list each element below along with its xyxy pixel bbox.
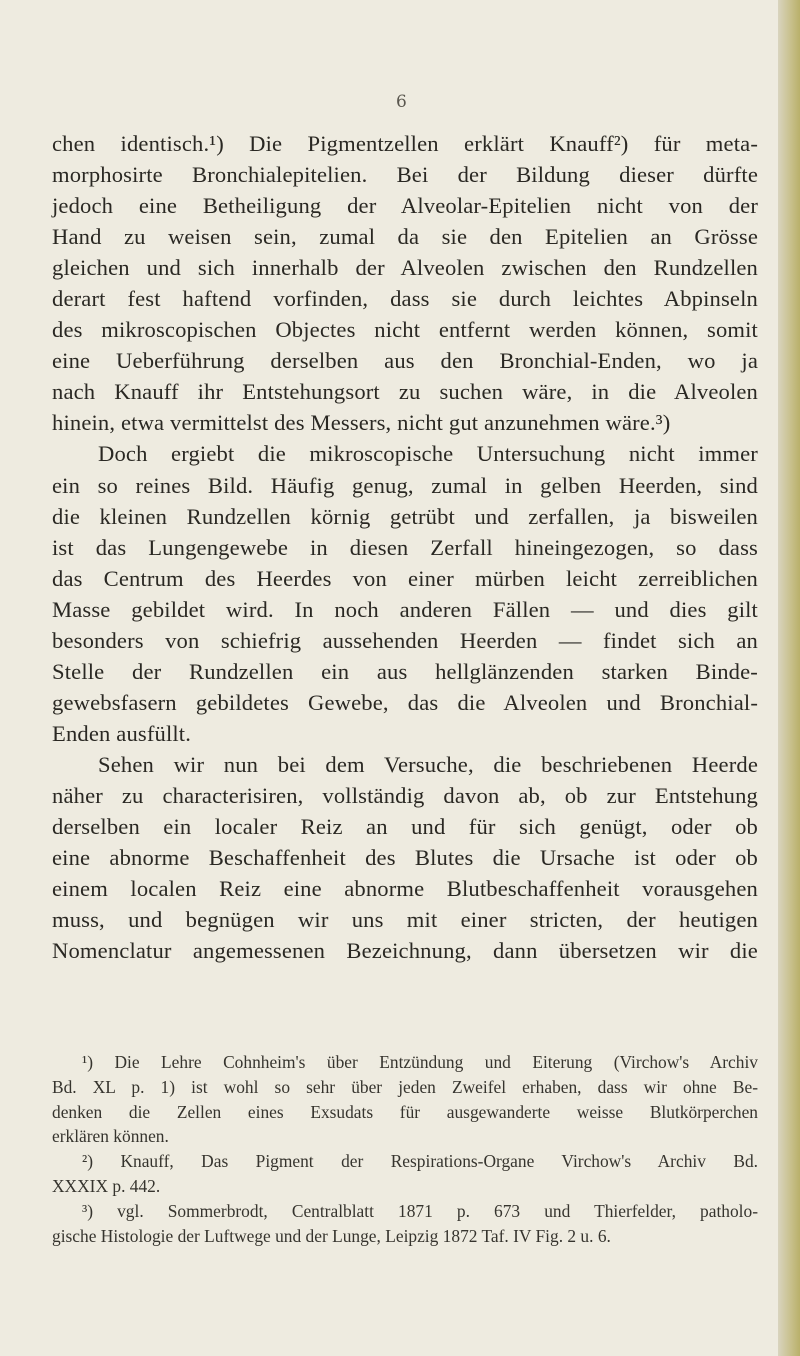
text-line: das Centrum des Heerdes von einer mürben leicht zerreiblichen xyxy=(52,565,758,591)
footnotes xyxy=(52,1050,758,1248)
text-line: gewebsfasern gebildetes Gewebe, das die Alveolen und Bronchial- xyxy=(52,689,758,715)
text-line: morphosirte Bronchialepitelien. Bei der Bildung dieser dürfte xyxy=(52,162,758,188)
text-line: die kleinen Rundzellen körnig getrübt und zerfallen, ja bisweilen xyxy=(52,503,758,529)
text-line: Hand zu weisen sein, zumal da sie den Epitelien an Grösse xyxy=(52,224,758,250)
footnote-line: denken die Zellen eines Exsudats für ausgewanderte weisse Blutkörperchen xyxy=(52,1101,758,1122)
text-line: ein so reines Bild. Häufig genug, zumal in gelben Heerden, sind xyxy=(52,472,758,498)
footnote-line: ²) Knauff, Das Pigment der Respirations-Organe Virchow's Archiv Bd. xyxy=(82,1151,758,1172)
text-line: nach Knauff ihr Entstehungsort zu suchen wäre, in die Alveolen xyxy=(52,379,758,405)
footnote-line: XXXIX p. 442. xyxy=(52,1175,161,1196)
text-line: hinein, etwa vermittelst des Messers, nicht gut anzunehmen wäre.³) xyxy=(52,410,671,436)
main-text xyxy=(52,128,758,966)
text-line: eine Ueberführung derselben aus den Bronchial-Enden, wo ja xyxy=(52,348,758,374)
text-line: Doch ergiebt die mikroscopische Untersuchung nicht immer xyxy=(98,441,758,467)
text-line: eine abnorme Beschaffenheit des Blutes die Ursache ist oder ob xyxy=(52,845,758,871)
text-line: Enden ausfüllt. xyxy=(52,720,192,746)
text-line: muss, und begnügen wir uns mit einer stricten, der heutigen xyxy=(52,907,758,933)
text-line: einem localen Reiz eine abnorme Blutbeschaffenheit vorausgehen xyxy=(52,876,758,902)
text-line: besonders von schiefrig aussehenden Heerden — findet sich an xyxy=(52,627,758,653)
text-line: Sehen wir nun bei dem Versuche, die beschriebenen Heerde xyxy=(98,751,758,777)
text-line: chen identisch.¹) Die Pigmentzellen erklärt Knauff²) für meta- xyxy=(52,131,758,156)
footnote-line: gische Histologie der Luftwege und der Lunge, Leipzig 1872 Taf. IV Fig. 2 u. 6. xyxy=(52,1225,611,1246)
footnote-line: ³) vgl. Sommerbrodt, Centralblatt 1871 p. 673 und Thierfelder, patholo- xyxy=(82,1200,758,1221)
footnote-line: ¹) Die Lehre Cohnheim's über Entzündung und Eiterung (Virchow's Archiv xyxy=(82,1052,758,1072)
text-line: Stelle der Rundzellen ein aus hellglänzenden starken Binde- xyxy=(52,658,758,684)
text-line: näher zu characterisiren, vollständig davon ab, ob zur Entstehung xyxy=(52,782,758,808)
text-line: Masse gebildet wird. In noch anderen Fällen — und dies gilt xyxy=(52,596,758,622)
text-line: gleichen und sich innerhalb der Alveolen zwischen den Rundzellen xyxy=(52,255,758,281)
text-line: derselben ein localer Reiz an und für sich genügt, oder ob xyxy=(52,814,758,840)
footnote-line: erklären können. xyxy=(52,1126,169,1147)
text-line: jedoch eine Betheiligung der Alveolar-Epitelien nicht von der xyxy=(52,193,758,219)
text-line: derart fest haftend vorfinden, dass sie durch leichtes Abpinseln xyxy=(52,286,758,312)
text-line: des mikroscopischen Objectes nicht entfernt werden können, somit xyxy=(52,317,758,343)
footnote-line: Bd. XL p. 1) ist wohl so sehr über jeden Zweifel erhaben, dass wir ohne Be- xyxy=(52,1076,758,1097)
text-line: Nomenclatur angemessenen Bezeichnung, dann übersetzen wir die xyxy=(52,938,758,964)
page-edge xyxy=(778,0,800,1356)
page-number: 6 xyxy=(396,92,407,112)
text-line: ist das Lungengewebe in diesen Zerfall hineingezogen, so dass xyxy=(52,534,758,560)
